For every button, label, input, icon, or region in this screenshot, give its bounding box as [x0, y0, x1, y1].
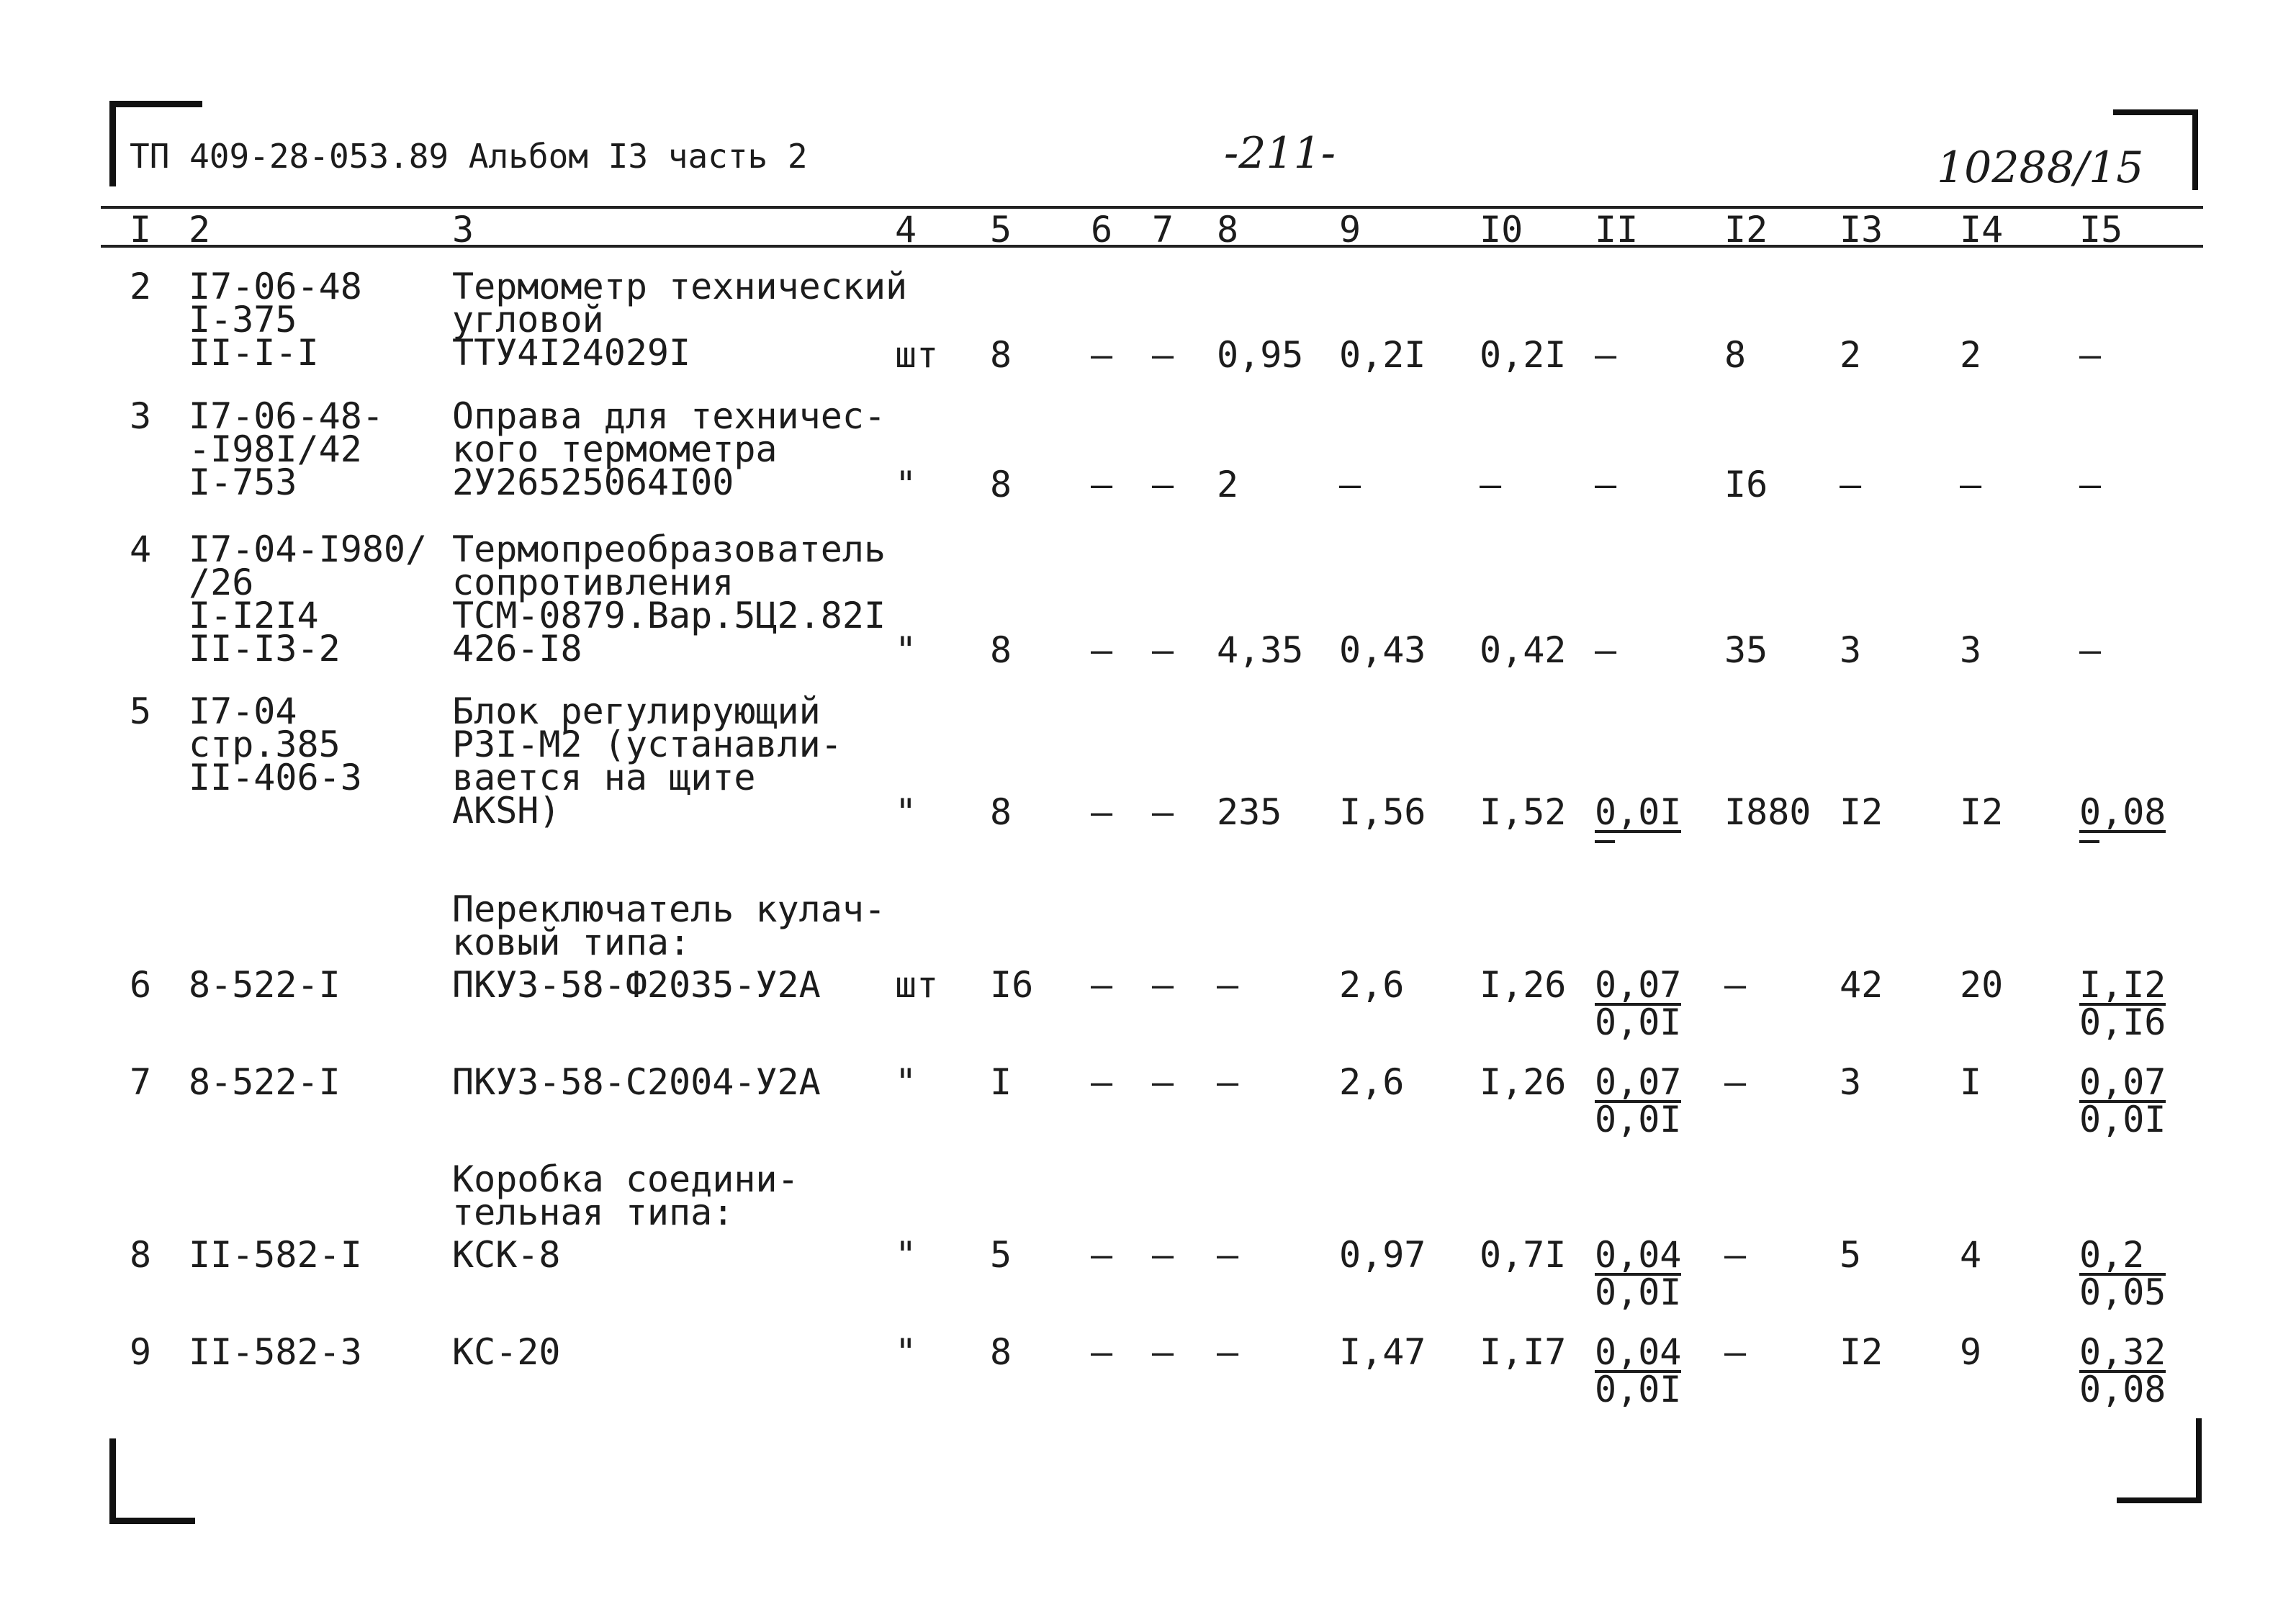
- col-12-value: I880: [1724, 791, 1811, 833]
- document-code: ТП 409-28-053.89 Альбом I3 часть 2: [130, 137, 808, 176]
- position-code: II-582-3: [189, 1331, 362, 1373]
- col-7-value: –: [1152, 1234, 1174, 1276]
- unit: шт: [895, 964, 939, 1006]
- frame-corner-bottom-right: [2117, 1418, 2202, 1503]
- col-10-value: 0,42: [1480, 629, 1567, 671]
- col-11-fraction-denominator: 0,0I: [1595, 1099, 1682, 1140]
- col-15-value: –: [2079, 334, 2102, 376]
- col-11-fraction: [1595, 964, 1682, 1043]
- col-6-value: –: [1091, 629, 1113, 671]
- col-15-value: –: [2079, 629, 2102, 671]
- column-number-1: I: [130, 209, 152, 251]
- col-10-value: I,52: [1480, 791, 1567, 833]
- col-10-value: 0,7I: [1480, 1234, 1567, 1276]
- column-number-9: 9: [1339, 209, 1361, 251]
- col-8-value: –: [1217, 964, 1239, 1006]
- col-15-fraction: [2079, 1331, 2166, 1410]
- col-12-value: –: [1724, 1061, 1747, 1103]
- col-11-fraction-numerator: 0,07: [1595, 1061, 1682, 1103]
- row-number: 3: [130, 395, 152, 437]
- row-number: 6: [130, 964, 152, 1006]
- item-name: ПКУЗ-58-Ф2035-У2А: [452, 964, 821, 1006]
- unit: ": [895, 464, 917, 505]
- col-12-value: 35: [1724, 629, 1768, 671]
- col-7-value: –: [1152, 464, 1174, 505]
- column-number-7: 7: [1152, 209, 1174, 251]
- column-number-3: 3: [452, 209, 474, 251]
- col-6-value: –: [1091, 1331, 1113, 1373]
- unit: ": [895, 1234, 917, 1276]
- col-11-fraction: [1595, 1331, 1682, 1410]
- row-number: 4: [130, 528, 152, 570]
- col-11-fraction-denominator: 0,0I: [1595, 1369, 1682, 1410]
- col-15-underlined-dash: [2079, 840, 2099, 843]
- col-14-value: I2: [1960, 791, 2004, 833]
- col-14-value: 9: [1960, 1331, 1982, 1373]
- col-12-value: –: [1724, 1331, 1747, 1373]
- col-8-value: 2: [1217, 464, 1239, 505]
- col-15-fraction-denominator: 0,0I: [2079, 1099, 2166, 1140]
- col-15-fraction: [2079, 1061, 2166, 1140]
- col-10-value: I,26: [1480, 964, 1567, 1006]
- col-15-fraction-numerator: I,I2: [2079, 964, 2166, 1006]
- col-10-value: –: [1480, 464, 1502, 505]
- column-number-13: I3: [1840, 209, 1883, 251]
- col-11-value: –: [1595, 629, 1617, 671]
- col-7-value: –: [1152, 629, 1174, 671]
- quantity: I: [990, 1061, 1012, 1103]
- column-number-5: 5: [990, 209, 1012, 251]
- col-13-value: I2: [1840, 1331, 1883, 1373]
- column-number-2: 2: [189, 209, 211, 251]
- col-9-value: 0,97: [1339, 1234, 1426, 1276]
- unit: шт: [895, 334, 939, 376]
- quantity: 8: [990, 334, 1012, 376]
- col-15-fraction-denominator: 0,I6: [2079, 1001, 2166, 1043]
- item-name: Коробка соедини- тельная типа:: [452, 1158, 799, 1233]
- col-6-value: –: [1091, 1234, 1113, 1276]
- unit: ": [895, 1331, 917, 1373]
- column-number-15: I5: [2079, 209, 2123, 251]
- col-13-value: 42: [1840, 964, 1883, 1006]
- quantity: 8: [990, 629, 1012, 671]
- col-9-value: 0,2I: [1339, 334, 1426, 376]
- col-7-value: –: [1152, 791, 1174, 833]
- col-14-value: –: [1960, 464, 1982, 505]
- quantity: 8: [990, 791, 1012, 833]
- col-9-value: –: [1339, 464, 1361, 505]
- column-number-11: II: [1595, 209, 1639, 251]
- col-10-value: I,I7: [1480, 1331, 1567, 1373]
- row-number: 8: [130, 1234, 152, 1276]
- col-15-underlined-value: 0,08: [2079, 791, 2166, 833]
- col-11-fraction: [1595, 1061, 1682, 1140]
- col-6-value: –: [1091, 1061, 1113, 1103]
- frame-corner-bottom-left: [109, 1438, 195, 1524]
- col-13-value: –: [1840, 464, 1862, 505]
- handwritten-reference: 10288/15: [1937, 143, 2144, 193]
- col-13-value: I2: [1840, 791, 1883, 833]
- column-number-10: I0: [1480, 209, 1523, 251]
- col-14-value: 3: [1960, 629, 1982, 671]
- col-14-value: 2: [1960, 334, 1982, 376]
- col-11-fraction-numerator: 0,04: [1595, 1234, 1682, 1276]
- position-code: I7-04-I980/ /26 I-I2I4 II-I3-2: [189, 528, 428, 670]
- col-13-value: 5: [1840, 1234, 1862, 1276]
- col-12-value: 8: [1724, 334, 1747, 376]
- column-number-12: I2: [1724, 209, 1768, 251]
- unit: ": [895, 791, 917, 833]
- item-name: Блок регулирующий РЗI-М2 (устанавли- вается на щите АКSН): [452, 690, 842, 832]
- col-15-fraction-numerator: 0,07: [2079, 1061, 2166, 1103]
- col-8-value: 235: [1217, 791, 1282, 833]
- col-11-fraction-numerator: 0,04: [1595, 1331, 1682, 1373]
- col-9-value: 2,6: [1339, 964, 1405, 1006]
- row-number: 5: [130, 690, 152, 732]
- column-number-6: 6: [1091, 209, 1113, 251]
- item-name: КС-20: [452, 1331, 561, 1373]
- col-10-value: I,26: [1480, 1061, 1567, 1103]
- col-6-value: –: [1091, 791, 1113, 833]
- col-13-value: 2: [1840, 334, 1862, 376]
- quantity: I6: [990, 964, 1034, 1006]
- unit: ": [895, 1061, 917, 1103]
- col-8-value: 0,95: [1217, 334, 1304, 376]
- col-11-underlined-value: 0,0I: [1595, 791, 1682, 833]
- col-15-fraction-numerator: 0,32: [2079, 1331, 2166, 1373]
- col-15-fraction-denominator: 0,05: [2079, 1271, 2166, 1313]
- col-14-value: 20: [1960, 964, 2004, 1006]
- col-15-fraction-denominator: 0,08: [2079, 1369, 2166, 1410]
- col-14-value: 4: [1960, 1234, 1982, 1276]
- col-11-underlined-dash: [1595, 840, 1615, 843]
- col-15-underlined: [2079, 791, 2166, 843]
- position-code: II-582-I: [189, 1234, 362, 1276]
- col-7-value: –: [1152, 1061, 1174, 1103]
- position-code: I7-04 стр.385 II-406-3: [189, 690, 362, 798]
- position-code: I7-06-48- -I98I/42 I-753: [189, 395, 384, 503]
- col-15-fraction: [2079, 964, 2166, 1043]
- col-11-fraction-denominator: 0,0I: [1595, 1271, 1682, 1313]
- col-11-fraction-numerator: 0,07: [1595, 964, 1682, 1006]
- col-7-value: –: [1152, 334, 1174, 376]
- col-11-value: –: [1595, 334, 1617, 376]
- col-8-value: –: [1217, 1061, 1239, 1103]
- col-12-value: –: [1724, 1234, 1747, 1276]
- col-11-value: –: [1595, 464, 1617, 505]
- col-11-fraction-denominator: 0,0I: [1595, 1001, 1682, 1043]
- col-11-underlined: [1595, 791, 1682, 843]
- item-name: Переключатель кулач- ковый типа:: [452, 888, 886, 963]
- col-14-value: I: [1960, 1061, 1982, 1103]
- col-15-fraction: [2079, 1234, 2166, 1313]
- col-7-value: –: [1152, 964, 1174, 1006]
- col-12-value: –: [1724, 964, 1747, 1006]
- col-6-value: –: [1091, 964, 1113, 1006]
- position-code: I7-06-48 I-375 II-I-I: [189, 266, 362, 374]
- col-8-value: –: [1217, 1234, 1239, 1276]
- unit: ": [895, 629, 917, 671]
- position-code: 8-522-I: [189, 1061, 341, 1103]
- col-13-value: 3: [1840, 1061, 1862, 1103]
- col-6-value: –: [1091, 334, 1113, 376]
- col-8-value: –: [1217, 1331, 1239, 1373]
- col-9-value: 2,6: [1339, 1061, 1405, 1103]
- quantity: 8: [990, 1331, 1012, 1373]
- col-7-value: –: [1152, 1331, 1174, 1373]
- col-9-value: 0,43: [1339, 629, 1426, 671]
- page-number: -211-: [1224, 128, 1336, 179]
- column-number-4: 4: [895, 209, 917, 251]
- col-10-value: 0,2I: [1480, 334, 1567, 376]
- col-12-value: I6: [1724, 464, 1768, 505]
- item-name: КСК-8: [452, 1234, 561, 1276]
- row-number: 2: [130, 266, 152, 307]
- column-number-14: I4: [1960, 209, 2004, 251]
- item-name: ПКУЗ-58-С2004-У2А: [452, 1061, 821, 1103]
- col-8-value: 4,35: [1217, 629, 1304, 671]
- column-number-8: 8: [1217, 209, 1239, 251]
- quantity: 5: [990, 1234, 1012, 1276]
- row-number: 7: [130, 1061, 152, 1103]
- position-code: 8-522-I: [189, 964, 341, 1006]
- col-13-value: 3: [1840, 629, 1862, 671]
- item-name: Термометр технический угловой ТТУ4I24029I: [452, 266, 908, 374]
- quantity: 8: [990, 464, 1012, 505]
- col-15-fraction-numerator: 0,2: [2079, 1238, 2166, 1276]
- item-name: Термопреобразователь сопротивления ТСМ-0879.Вар.5Ц2.82I 426-I8: [452, 528, 886, 670]
- col-11-fraction: [1595, 1234, 1682, 1313]
- row-number: 9: [130, 1331, 152, 1373]
- item-name: Оправа для техничес- кого термометра 2У26525064I00: [452, 395, 886, 503]
- col-15-value: –: [2079, 464, 2102, 505]
- col-9-value: I,47: [1339, 1331, 1426, 1373]
- col-9-value: I,56: [1339, 791, 1426, 833]
- col-6-value: –: [1091, 464, 1113, 505]
